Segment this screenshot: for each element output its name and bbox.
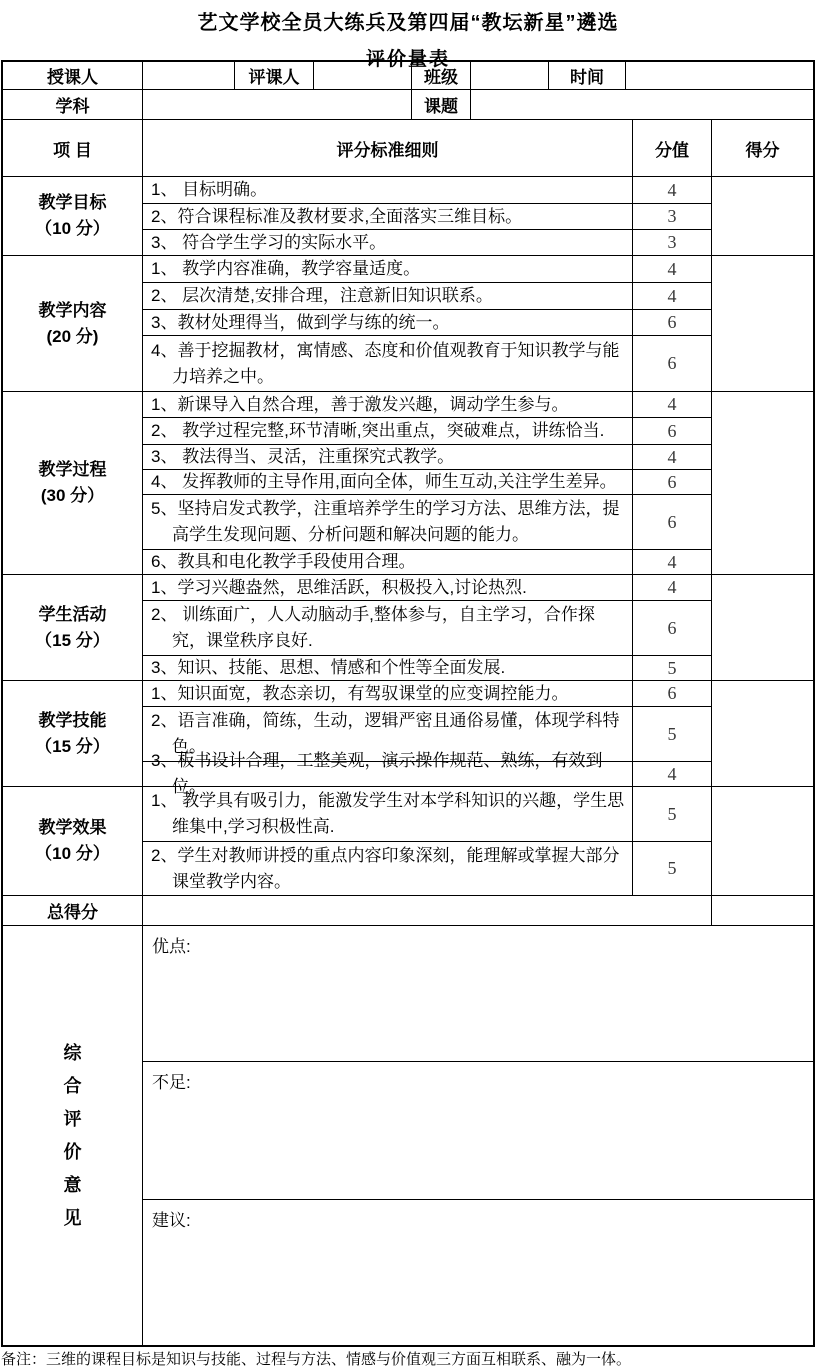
topic-field[interactable] bbox=[470, 90, 813, 119]
section-teaching-skills bbox=[3, 681, 813, 796]
time-field[interactable] bbox=[625, 62, 813, 89]
lecturer-label: 授课人 bbox=[47, 68, 98, 87]
score-value: 4 bbox=[632, 575, 711, 600]
score-value: 6 bbox=[632, 495, 711, 549]
criterion-row: 3、 教法得当、灵活，注重探究式教学。 4 bbox=[143, 444, 711, 469]
score-value: 4 bbox=[632, 256, 711, 282]
info-row-1 bbox=[3, 62, 813, 90]
criterion-row: 1、新课导入自然合理，善于激发兴趣，调动学生参与。 4 bbox=[143, 392, 711, 417]
earned-score-cell[interactable] bbox=[711, 575, 813, 680]
page-subtitle: 评价量表 bbox=[365, 49, 450, 70]
criterion-row: 3、教材处理得当，做到学与练的统一。 6 bbox=[143, 309, 711, 335]
class-label: 班级 bbox=[411, 62, 470, 89]
section-label bbox=[3, 256, 142, 391]
lecturer-field[interactable] bbox=[142, 62, 234, 89]
criterion-row: 2、 训练面广，人人动脑动手,整体参与，自主学习，合作探究，课堂秩序良好. 6 bbox=[143, 600, 711, 655]
score-value: 4 bbox=[632, 392, 711, 417]
criterion-row: 1、学习兴趣盎然，思维活跃，积极投入,讨论热烈. 4 bbox=[143, 575, 711, 600]
section-points: (30 分） bbox=[40, 486, 105, 505]
score-value: 5 bbox=[632, 656, 711, 680]
criterion-row: 6、教具和电化教学手段使用合理。 4 bbox=[143, 549, 711, 574]
section-name: 学生活动 bbox=[38, 604, 107, 624]
criterion-row: 2、学生对教师讲授的重点内容印象深刻，能理解或掌握大部分课堂教学内容。 5 bbox=[143, 841, 711, 895]
subject-label: 学科 bbox=[55, 97, 90, 116]
criterion-row: 4、 发挥教师的主导作用,面向全体，师生互动,关注学生差异。 6 bbox=[143, 469, 711, 494]
time-label: 时间 bbox=[548, 62, 625, 89]
score-value: 6 bbox=[632, 418, 711, 444]
criterion-row: 1、 目标明确。 4 bbox=[143, 177, 711, 203]
criterion-row: 3、知识、技能、思想、情感和个性等全面发展. 5 bbox=[143, 655, 711, 680]
header-item: 项 目 bbox=[53, 140, 92, 160]
score-value: 6 bbox=[632, 310, 711, 335]
table-header-row bbox=[3, 120, 813, 177]
suggestions-area[interactable] bbox=[143, 1199, 813, 1345]
weaknesses-area[interactable] bbox=[143, 1061, 813, 1199]
criterion-row: 1、 教学内容准确，教学容量适度。 4 bbox=[143, 256, 711, 282]
earned-score-cell[interactable] bbox=[711, 256, 813, 391]
header-score: 分值 bbox=[632, 120, 711, 176]
info-row-2 bbox=[3, 90, 813, 120]
section-teaching-process bbox=[3, 392, 813, 575]
criterion-row: 5、坚持启发式教学，注重培养学生的学习方法、思维方法，提高学生发现问题、分析问题和解决问题的能力。 6 bbox=[143, 494, 711, 549]
section-points: （15 分） bbox=[35, 630, 110, 650]
score-value: 4 bbox=[632, 762, 711, 786]
total-score-label: 总得分 bbox=[47, 903, 98, 922]
score-value: 5 bbox=[632, 707, 711, 761]
section-teaching-goals bbox=[3, 177, 813, 256]
strengths-area[interactable] bbox=[143, 926, 813, 1061]
criterion-row: 2、 层次清楚,安排合理，注意新旧知识联系。 4 bbox=[143, 282, 711, 309]
section-teaching-effect bbox=[3, 787, 813, 896]
criterion-row: 1、 教学具有吸引力，能激发学生对本学科知识的兴趣，学生思维集中,学习积极性高. 5 bbox=[143, 787, 711, 841]
criterion-row: 3、 符合学生学习的实际水平。 3 bbox=[143, 229, 711, 255]
section-name: 教学过程 bbox=[38, 460, 107, 479]
score-value: 3 bbox=[632, 204, 711, 229]
reviewer-label: 评课人 bbox=[234, 62, 313, 89]
total-score-field[interactable] bbox=[142, 896, 711, 925]
score-value: 4 bbox=[632, 445, 711, 469]
class-field[interactable] bbox=[470, 62, 548, 89]
score-value: 6 bbox=[632, 681, 711, 706]
section-points: (20 分) bbox=[46, 326, 99, 346]
section-student-activity bbox=[3, 575, 813, 681]
page-title: 艺文学校全员大练兵及第四届“教坛新星”遴选 bbox=[197, 12, 619, 34]
section-label bbox=[3, 575, 142, 680]
section-points: （10 分） bbox=[35, 844, 110, 863]
header-criteria: 评分标准细则 bbox=[142, 120, 632, 176]
section-label bbox=[3, 681, 142, 786]
suggestions-label: 建议: bbox=[152, 1211, 191, 1230]
section-name: 教学技能 bbox=[38, 710, 107, 730]
total-score-row bbox=[3, 896, 813, 926]
score-value: 6 bbox=[632, 336, 711, 391]
evaluation-table bbox=[1, 60, 815, 1347]
reviewer-field[interactable] bbox=[313, 62, 411, 89]
section-name: 教学目标 bbox=[38, 193, 107, 212]
criterion-row: 1、知识面宽，教态亲切，有驾驭课堂的应变调控能力。 6 bbox=[143, 681, 711, 706]
earned-score-cell[interactable] bbox=[711, 392, 813, 574]
section-points: （15 分） bbox=[35, 736, 110, 756]
score-value: 6 bbox=[632, 601, 711, 655]
header-earned: 得分 bbox=[711, 120, 813, 176]
criterion-row: 3、板书设计合理，工整美观，演示操作规范、熟练，有效到位。 4 bbox=[143, 761, 711, 786]
criterion-row: 2、语言准确，简练，生动，逻辑严密且通俗易懂，体现学科特色。 5 bbox=[143, 706, 711, 761]
section-name: 教学内容 bbox=[38, 300, 107, 320]
criterion-row: 2、符合课程标准及教材要求,全面落实三维目标。 3 bbox=[143, 203, 711, 229]
subject-field[interactable] bbox=[142, 90, 411, 119]
score-value: 5 bbox=[632, 842, 711, 895]
section-name: 教学效果 bbox=[38, 818, 107, 837]
criterion-row: 4、善于挖掘教材，寓情感、态度和价值观教育于知识教学与能力培养之中。 6 bbox=[143, 335, 711, 391]
score-value: 4 bbox=[632, 283, 711, 309]
section-label bbox=[3, 392, 142, 574]
weaknesses-label: 不足: bbox=[152, 1073, 191, 1092]
section-teaching-content bbox=[3, 256, 813, 392]
score-value: 5 bbox=[632, 787, 711, 841]
score-value: 4 bbox=[632, 550, 711, 574]
comments-vertical-label: 综 合 评 价 意 见 bbox=[63, 1042, 82, 1228]
earned-score-cell[interactable] bbox=[711, 787, 813, 895]
score-value: 4 bbox=[632, 177, 711, 203]
earned-score-cell[interactable] bbox=[711, 681, 813, 786]
score-value: 3 bbox=[632, 230, 711, 255]
section-label bbox=[3, 787, 142, 895]
criterion-row: 2、 教学过程完整,环节清晰,突出重点，突破难点，讲练恰当. 6 bbox=[143, 417, 711, 444]
total-earned-cell[interactable] bbox=[711, 896, 813, 925]
footnote: 备注：三维的课程目标是知识与技能、过程与方法、情感与价值观三方面互相联系、融为一体。 bbox=[1, 1351, 632, 1368]
section-label bbox=[3, 177, 142, 255]
earned-score-cell[interactable] bbox=[711, 177, 813, 255]
section-points: （10 分） bbox=[35, 219, 110, 238]
strengths-label: 优点: bbox=[152, 937, 191, 956]
topic-label: 课题 bbox=[411, 90, 470, 119]
score-value: 6 bbox=[632, 470, 711, 494]
comprehensive-comments-section bbox=[3, 926, 813, 1345]
